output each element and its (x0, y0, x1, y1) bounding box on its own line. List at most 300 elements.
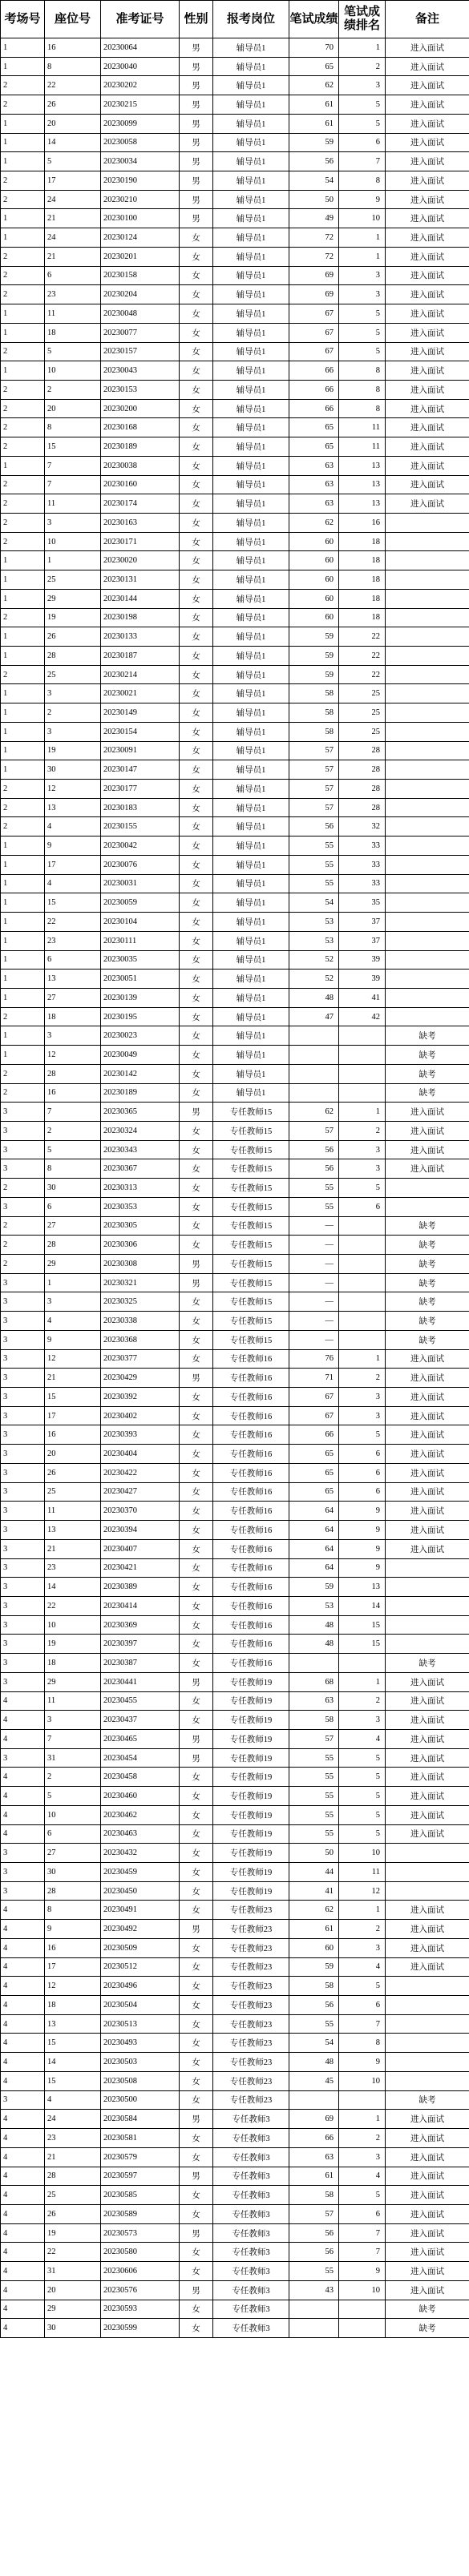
position-cell: 辅导员1 (213, 665, 289, 684)
remark-cell (386, 1977, 469, 1996)
seat-cell: 25 (45, 1482, 101, 1502)
score-cell: 66 (289, 399, 339, 418)
rank-cell: 1 (339, 1349, 386, 1369)
rank-cell: 5 (339, 1748, 386, 1768)
seat-cell: 3 (45, 722, 101, 741)
seat-cell: 20 (45, 399, 101, 418)
ticket-cell: 20230454 (101, 1748, 180, 1768)
position-cell: 专任教师19 (213, 1787, 289, 1806)
header-row (1, 1, 469, 38)
remark-cell: 进入面试 (386, 2204, 469, 2223)
table-row (1, 418, 469, 437)
ticket-cell: 20230160 (101, 475, 180, 494)
gender-cell: 女 (180, 2147, 213, 2167)
score-cell: 59 (289, 665, 339, 684)
seat-cell: 19 (45, 1635, 101, 1654)
score-cell: 52 (289, 950, 339, 970)
ticket-cell: 20230513 (101, 2014, 180, 2034)
score-cell: 60 (289, 608, 339, 627)
remark-cell: 进入面试 (386, 1691, 469, 1711)
ticket-cell: 20230584 (101, 2110, 180, 2129)
seat-cell: 10 (45, 1615, 101, 1635)
room-cell: 2 (1, 608, 45, 627)
remark-cell: 缺考 (386, 1330, 469, 1349)
rank-cell: 5 (339, 1425, 386, 1445)
score-cell: 57 (289, 741, 339, 760)
table-row (1, 1957, 469, 1977)
room-cell: 1 (1, 722, 45, 741)
remark-cell: 进入面试 (386, 1539, 469, 1558)
remark-cell: 缺考 (386, 1255, 469, 1274)
score-cell: 62 (289, 513, 339, 532)
rank-cell: 11 (339, 437, 386, 457)
table-row (1, 114, 469, 133)
score-cell: 69 (289, 285, 339, 304)
position-cell: 专任教师16 (213, 1369, 289, 1388)
ticket-cell: 20230144 (101, 589, 180, 608)
position-cell: 专任教师16 (213, 1596, 289, 1615)
rank-cell: 3 (339, 1938, 386, 1957)
table-row (1, 684, 469, 703)
seat-cell: 29 (45, 2300, 101, 2319)
ticket-cell: 20230124 (101, 228, 180, 248)
ticket-cell: 20230049 (101, 1046, 180, 1065)
position-cell: 专任教师23 (213, 1957, 289, 1977)
remark-cell: 进入面试 (386, 171, 469, 191)
remark-cell: 进入面试 (386, 1121, 469, 1140)
gender-cell: 女 (180, 608, 213, 627)
remark-cell (386, 1197, 469, 1216)
position-cell: 辅导员1 (213, 589, 289, 608)
position-cell: 辅导员1 (213, 627, 289, 647)
seat-cell: 15 (45, 437, 101, 457)
ticket-cell: 20230034 (101, 152, 180, 171)
seat-cell: 25 (45, 665, 101, 684)
table-row (1, 2167, 469, 2186)
rank-cell (339, 1292, 386, 1312)
table-row (1, 1007, 469, 1026)
score-cell: 67 (289, 342, 339, 361)
table-row (1, 1255, 469, 1274)
score-cell: 56 (289, 152, 339, 171)
gender-cell: 女 (180, 836, 213, 856)
position-cell: 专任教师16 (213, 1445, 289, 1464)
position-cell: 辅导员1 (213, 475, 289, 494)
remark-cell: 缺考 (386, 2300, 469, 2319)
rank-cell (339, 1083, 386, 1103)
position-cell: 辅导员1 (213, 817, 289, 836)
gender-cell: 男 (180, 76, 213, 95)
position-cell: 辅导员1 (213, 1007, 289, 1026)
rank-cell: 28 (339, 741, 386, 760)
ticket-cell: 20230040 (101, 57, 180, 76)
rank-cell: 7 (339, 152, 386, 171)
score-cell: 62 (289, 76, 339, 95)
position-cell: 专任教师19 (213, 1824, 289, 1844)
ticket-cell: 20230504 (101, 1996, 180, 2015)
table-row (1, 798, 469, 817)
seat-cell: 18 (45, 1996, 101, 2015)
ticket-cell: 20230174 (101, 494, 180, 514)
remark-cell: 进入面试 (386, 1748, 469, 1768)
table-row (1, 2223, 469, 2243)
rank-cell: 5 (339, 1179, 386, 1198)
seat-cell: 5 (45, 1140, 101, 1159)
gender-cell: 女 (180, 570, 213, 590)
room-cell: 1 (1, 760, 45, 780)
remark-cell: 进入面试 (386, 1938, 469, 1957)
room-cell: 4 (1, 2223, 45, 2243)
table-row (1, 1711, 469, 1730)
gender-cell: 女 (180, 1482, 213, 1502)
table-row (1, 228, 469, 248)
rank-cell: 3 (339, 266, 386, 285)
room-cell: 2 (1, 342, 45, 361)
rank-cell: 9 (339, 1502, 386, 1521)
position-cell: 辅导员1 (213, 1083, 289, 1103)
ticket-cell: 20230579 (101, 2147, 180, 2167)
remark-cell: 进入面试 (386, 114, 469, 133)
ticket-cell: 20230338 (101, 1312, 180, 1331)
position-cell: 专任教师15 (213, 1255, 289, 1274)
seat-cell: 3 (45, 513, 101, 532)
seat-cell: 13 (45, 1521, 101, 1540)
rank-cell: 2 (339, 2129, 386, 2148)
score-cell: 55 (289, 1748, 339, 1768)
position-cell: 专任教师15 (213, 1197, 289, 1216)
remark-cell: 进入面试 (386, 2186, 469, 2205)
remark-cell (386, 684, 469, 703)
gender-cell: 女 (180, 228, 213, 248)
position-cell: 专任教师3 (213, 2204, 289, 2223)
remark-cell: 进入面试 (386, 380, 469, 399)
ticket-cell: 20230393 (101, 1425, 180, 1445)
score-cell: 61 (289, 95, 339, 115)
seat-cell: 22 (45, 913, 101, 932)
position-cell: 专任教师19 (213, 1711, 289, 1730)
score-cell: 66 (289, 1425, 339, 1445)
rank-cell: 25 (339, 703, 386, 723)
position-cell: 专任教师16 (213, 1463, 289, 1482)
room-cell: 1 (1, 133, 45, 152)
rank-cell: 10 (339, 209, 386, 228)
ticket-cell: 20230064 (101, 38, 180, 58)
seat-cell: 24 (45, 190, 101, 209)
seat-cell: 12 (45, 1349, 101, 1369)
remark-cell (386, 760, 469, 780)
seat-cell: 10 (45, 532, 101, 551)
table-row (1, 513, 469, 532)
remark-cell: 进入面试 (386, 1729, 469, 1748)
remark-cell (386, 874, 469, 893)
remark-cell (386, 551, 469, 570)
position-cell: 辅导员1 (213, 1046, 289, 1065)
position-cell: 专任教师15 (213, 1292, 289, 1312)
score-cell (289, 1026, 339, 1046)
remark-cell (386, 2014, 469, 2034)
position-cell: 专任教师16 (213, 1654, 289, 1673)
ticket-cell: 20230576 (101, 2280, 180, 2300)
position-cell: 辅导员1 (213, 456, 289, 475)
score-cell: 54 (289, 2034, 339, 2053)
score-cell: 66 (289, 361, 339, 381)
gender-cell: 女 (180, 1558, 213, 1578)
remark-cell: 缺考 (386, 1216, 469, 1236)
gender-cell: 女 (180, 2319, 213, 2338)
ticket-cell: 20230020 (101, 551, 180, 570)
room-cell: 1 (1, 647, 45, 666)
remark-cell: 进入面试 (386, 2110, 469, 2129)
remark-cell: 缺考 (386, 1312, 469, 1331)
score-cell: 44 (289, 1863, 339, 1882)
remark-cell (386, 1635, 469, 1654)
rank-cell: 7 (339, 2223, 386, 2243)
table-row (1, 2300, 469, 2319)
score-cell: 55 (289, 2262, 339, 2281)
table-row (1, 2319, 469, 2338)
ticket-cell: 20230414 (101, 1596, 180, 1615)
ticket-cell: 20230158 (101, 266, 180, 285)
position-cell: 专任教师19 (213, 1691, 289, 1711)
gender-cell: 女 (180, 342, 213, 361)
gender-cell: 女 (180, 970, 213, 989)
room-cell: 1 (1, 228, 45, 248)
score-cell: — (289, 1236, 339, 1255)
gender-cell: 男 (180, 1273, 213, 1292)
score-cell: 48 (289, 988, 339, 1007)
remark-cell: 进入面试 (386, 1521, 469, 1540)
position-cell: 专任教师19 (213, 1881, 289, 1901)
seat-cell: 8 (45, 57, 101, 76)
position-cell: 专任教师16 (213, 1502, 289, 1521)
position-cell: 专任教师3 (213, 2243, 289, 2262)
rank-cell: 18 (339, 589, 386, 608)
ticket-cell: 20230369 (101, 1615, 180, 1635)
score-cell: 63 (289, 456, 339, 475)
position-cell: 辅导员1 (213, 874, 289, 893)
score-cell: 56 (289, 2243, 339, 2262)
ticket-cell: 20230157 (101, 342, 180, 361)
rank-cell: 5 (339, 2186, 386, 2205)
table-row (1, 1292, 469, 1312)
room-cell: 1 (1, 361, 45, 381)
remark-cell: 进入面试 (386, 418, 469, 437)
table-row (1, 1729, 469, 1748)
position-cell: 专任教师15 (213, 1273, 289, 1292)
room-cell: 4 (1, 2053, 45, 2072)
rank-cell: 11 (339, 418, 386, 437)
remark-cell: 缺考 (386, 1083, 469, 1103)
score-cell: 67 (289, 323, 339, 342)
score-cell: 55 (289, 1197, 339, 1216)
ticket-cell: 20230043 (101, 361, 180, 381)
table-row (1, 1938, 469, 1957)
gender-cell: 男 (180, 171, 213, 191)
gender-cell: 男 (180, 1255, 213, 1274)
remark-cell: 进入面试 (386, 2129, 469, 2148)
gender-cell: 女 (180, 1179, 213, 1198)
table-row (1, 950, 469, 970)
seat-cell: 21 (45, 247, 101, 266)
ticket-cell: 20230100 (101, 209, 180, 228)
score-cell: 56 (289, 1140, 339, 1159)
score-cell: 71 (289, 1369, 339, 1388)
rank-cell: 9 (339, 2262, 386, 2281)
ticket-cell: 20230195 (101, 1007, 180, 1026)
rank-cell: 1 (339, 2110, 386, 2129)
score-cell: 72 (289, 228, 339, 248)
table-row (1, 361, 469, 381)
table-row (1, 437, 469, 457)
seat-cell: 9 (45, 1920, 101, 1939)
seat-cell: 17 (45, 855, 101, 874)
ticket-cell: 20230427 (101, 1482, 180, 1502)
seat-cell: 6 (45, 266, 101, 285)
room-cell: 4 (1, 2014, 45, 2034)
ticket-cell: 20230099 (101, 114, 180, 133)
seat-cell: 25 (45, 2186, 101, 2205)
header-room: 考场号 (1, 1, 45, 38)
rank-cell: 9 (339, 2053, 386, 2072)
position-cell: 专任教师15 (213, 1140, 289, 1159)
room-cell: 2 (1, 437, 45, 457)
rank-cell: 8 (339, 361, 386, 381)
table-row (1, 1369, 469, 1388)
rank-cell: 6 (339, 1482, 386, 1502)
ticket-cell: 20230048 (101, 304, 180, 324)
table-row (1, 1844, 469, 1863)
remark-cell (386, 1558, 469, 1578)
ticket-cell: 20230503 (101, 2053, 180, 2072)
seat-cell: 4 (45, 817, 101, 836)
position-cell: 辅导员1 (213, 76, 289, 95)
ticket-cell: 20230421 (101, 1558, 180, 1578)
seat-cell: 25 (45, 570, 101, 590)
room-cell: 4 (1, 2319, 45, 2338)
remark-cell: 进入面试 (386, 342, 469, 361)
ticket-cell: 20230031 (101, 874, 180, 893)
position-cell: 辅导员1 (213, 722, 289, 741)
remark-cell (386, 2034, 469, 2053)
rank-cell: 15 (339, 1635, 386, 1654)
seat-cell: 20 (45, 1445, 101, 1464)
room-cell: 3 (1, 1159, 45, 1179)
rank-cell: 8 (339, 399, 386, 418)
score-cell: 63 (289, 1691, 339, 1711)
table-row (1, 988, 469, 1007)
ticket-cell: 20230389 (101, 1578, 180, 1597)
table-row (1, 722, 469, 741)
gender-cell: 女 (180, 1711, 213, 1730)
gender-cell: 女 (180, 627, 213, 647)
ticket-cell: 20230200 (101, 399, 180, 418)
gender-cell: 女 (180, 266, 213, 285)
rank-cell: 1 (339, 228, 386, 248)
ticket-cell: 20230377 (101, 1349, 180, 1369)
seat-cell: 23 (45, 1558, 101, 1578)
ticket-cell: 20230202 (101, 76, 180, 95)
ticket-cell: 20230407 (101, 1539, 180, 1558)
score-cell: 60 (289, 589, 339, 608)
ticket-cell: 20230432 (101, 1844, 180, 1863)
score-cell: — (289, 1273, 339, 1292)
room-cell: 2 (1, 1007, 45, 1026)
seat-cell: 19 (45, 741, 101, 760)
table-row (1, 1539, 469, 1558)
rank-cell: 9 (339, 190, 386, 209)
room-cell: 4 (1, 1691, 45, 1711)
table-row (1, 285, 469, 304)
seat-cell: 15 (45, 2034, 101, 2053)
rank-cell: 33 (339, 874, 386, 893)
ticket-cell: 20230606 (101, 2262, 180, 2281)
rank-cell: 5 (339, 1768, 386, 1787)
seat-cell: 5 (45, 342, 101, 361)
ticket-cell: 20230147 (101, 760, 180, 780)
gender-cell: 男 (180, 152, 213, 171)
room-cell: 4 (1, 1729, 45, 1748)
ticket-cell: 20230077 (101, 323, 180, 342)
gender-cell: 女 (180, 1064, 213, 1083)
seat-cell: 30 (45, 2319, 101, 2338)
remark-cell: 进入面试 (386, 437, 469, 457)
remark-cell: 进入面试 (386, 1502, 469, 1521)
rank-cell: 25 (339, 684, 386, 703)
table-row (1, 1349, 469, 1369)
room-cell: 1 (1, 741, 45, 760)
position-cell: 专任教师23 (213, 1996, 289, 2015)
table-row (1, 2110, 469, 2129)
position-cell: 专任教师3 (213, 2129, 289, 2148)
remark-cell: 进入面试 (386, 247, 469, 266)
position-cell: 专任教师23 (213, 2090, 289, 2110)
position-cell: 专任教师3 (213, 2319, 289, 2338)
table-row (1, 1445, 469, 1464)
rank-cell: 2 (339, 1121, 386, 1140)
seat-cell: 22 (45, 2243, 101, 2262)
score-cell: 55 (289, 1824, 339, 1844)
score-cell: 55 (289, 874, 339, 893)
table-row (1, 1805, 469, 1824)
seat-cell: 28 (45, 647, 101, 666)
score-cell: 63 (289, 494, 339, 514)
room-cell: 4 (1, 2280, 45, 2300)
remark-cell (386, 627, 469, 647)
seat-cell: 8 (45, 1901, 101, 1920)
gender-cell: 女 (180, 1977, 213, 1996)
seat-cell: 4 (45, 1312, 101, 1331)
remark-cell: 进入面试 (386, 1463, 469, 1482)
position-cell: 辅导员1 (213, 152, 289, 171)
remark-cell: 进入面试 (386, 475, 469, 494)
gender-cell: 男 (180, 209, 213, 228)
room-cell: 1 (1, 1046, 45, 1065)
rank-cell: 22 (339, 647, 386, 666)
rank-cell: 5 (339, 304, 386, 324)
gender-cell: 女 (180, 703, 213, 723)
rank-cell: 15 (339, 1615, 386, 1635)
room-cell: 2 (1, 76, 45, 95)
remark-cell (386, 2071, 469, 2090)
position-cell: 辅导员1 (213, 570, 289, 590)
rank-cell: 39 (339, 950, 386, 970)
rank-cell: 6 (339, 133, 386, 152)
table-row (1, 2034, 469, 2053)
rank-cell: 5 (339, 1824, 386, 1844)
room-cell: 3 (1, 1369, 45, 1388)
gender-cell: 女 (180, 1121, 213, 1140)
position-cell: 专任教师19 (213, 1844, 289, 1863)
